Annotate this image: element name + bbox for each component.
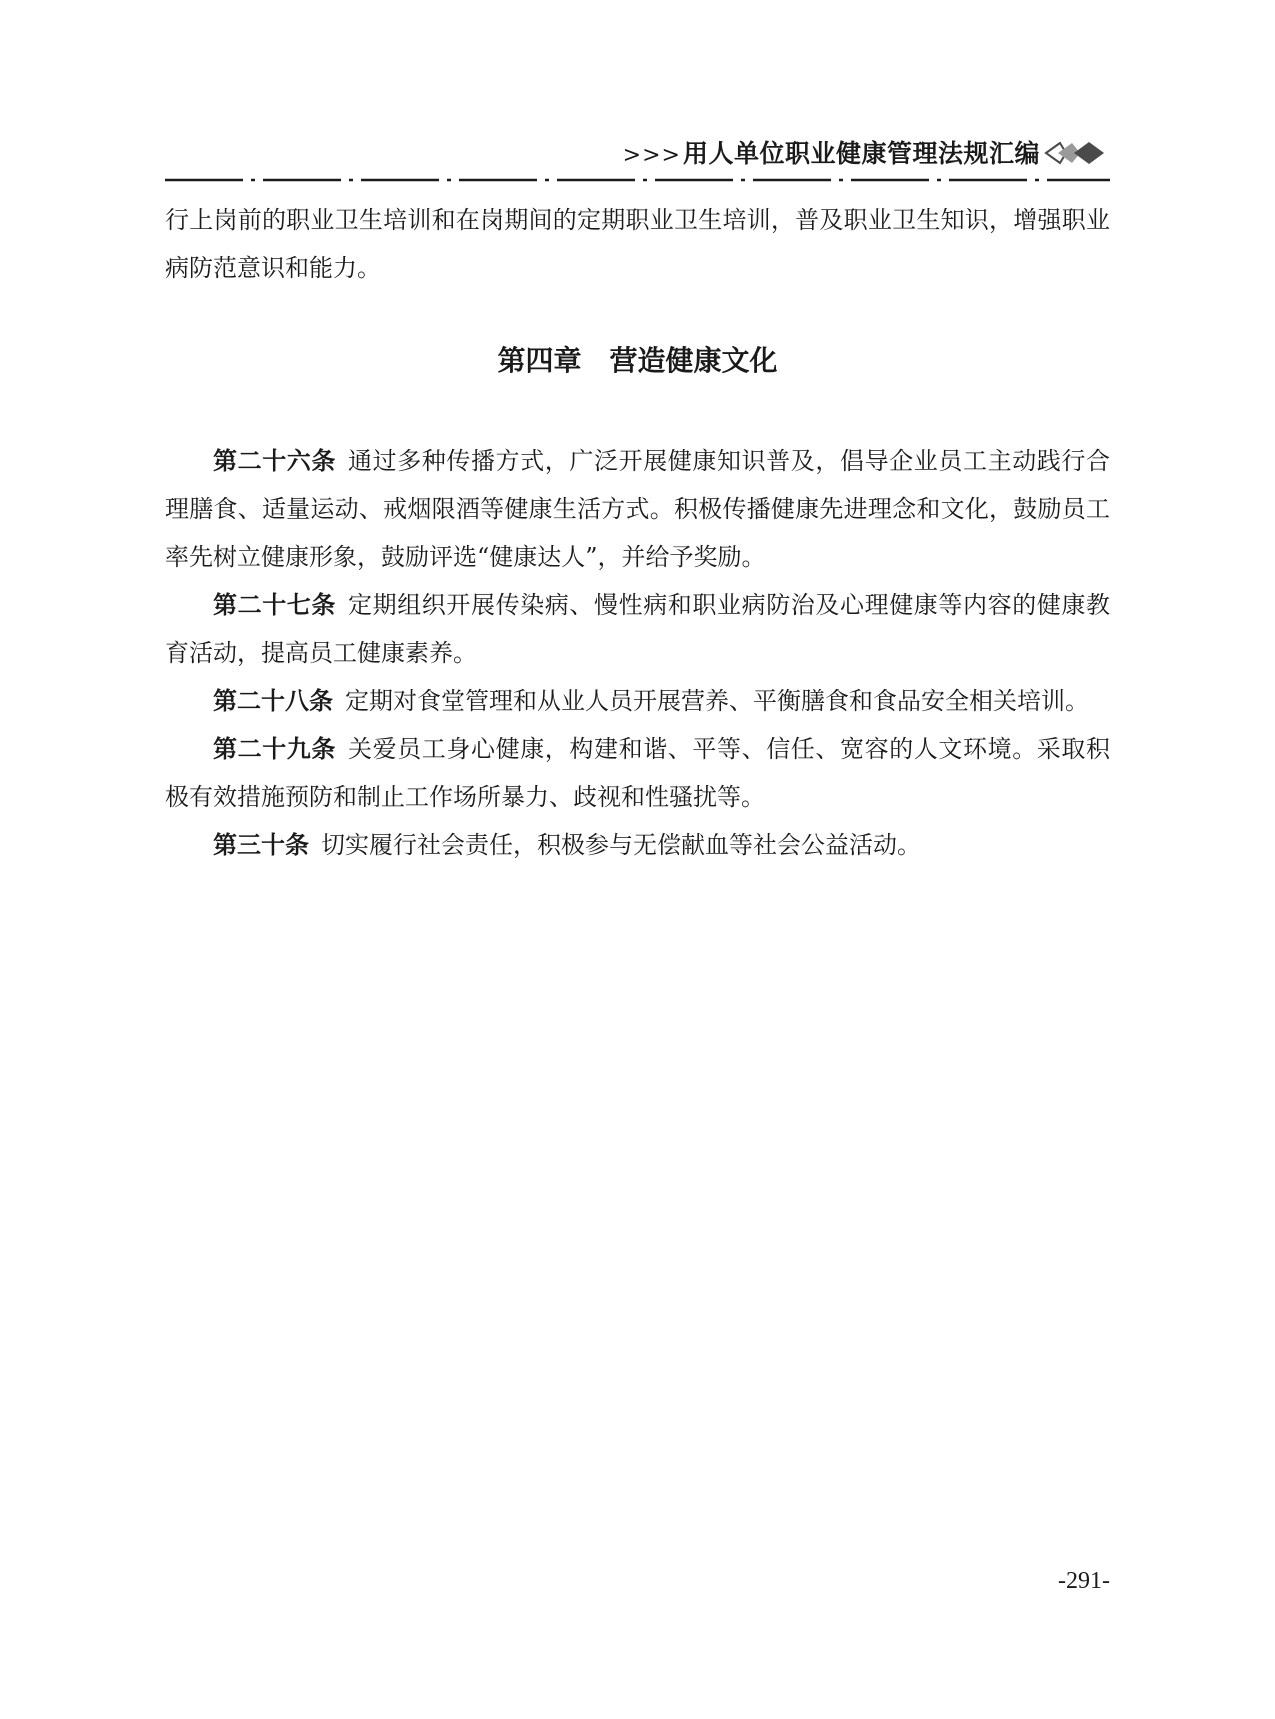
header-title [623, 134, 1040, 174]
article-29 [165, 725, 1110, 821]
header-diamond-ornament-icon [1044, 140, 1110, 166]
article-text: 关爱员工身心健康，构建和谐、平等、信任、宽容的人文环境。采取积极有效措施预防和制止工作场所暴力、歧视和性骚扰等。 [165, 735, 1110, 811]
header-book-title: 用人单位职业健康管理法规汇编 [682, 139, 1040, 168]
article-label: 第二十七条 [213, 591, 336, 619]
article-27 [165, 581, 1110, 677]
article-30 [165, 821, 1110, 869]
article-label: 第二十八条 [213, 687, 333, 715]
article-28 [165, 677, 1110, 725]
page-body [165, 196, 1110, 869]
article-text: 切实履行社会责任，积极参与无偿献血等社会公益活动。 [321, 831, 921, 859]
article-text: 定期对食堂管理和从业人员开展营养、平衡膳食和食品安全相关培训。 [345, 687, 1089, 715]
continuation-paragraph: 行上岗前的职业卫生培训和在岗期间的定期职业卫生培训，普及职业卫生知识，增强职业病防范意识和能力。 [165, 206, 1110, 282]
article-text: 定期组织开展传染病、慢性病和职业病防治及心理健康等内容的健康教育活动，提高员工健康素养。 [165, 591, 1110, 667]
article-label: 第二十九条 [213, 735, 336, 763]
header-arrows: >>> [622, 143, 681, 168]
header-rule [165, 176, 1110, 184]
page-number: -291- [1058, 1568, 1110, 1594]
article-text: 通过多种传播方式，广泛开展健康知识普及，倡导企业员工主动践行合理膳食、适量运动、戒烟限酒等健康生活方式。积极传播健康先进理念和文化，鼓励员工率先树立健康形象，鼓励评选“健康达人”，并给予奖励。 [165, 447, 1110, 571]
article-26 [165, 437, 1110, 581]
article-label: 第二十六条 [213, 447, 336, 475]
chapter-title: 第四章 营造健康文化 [497, 344, 778, 377]
running-header [165, 134, 1110, 182]
article-label: 第三十条 [213, 831, 309, 859]
